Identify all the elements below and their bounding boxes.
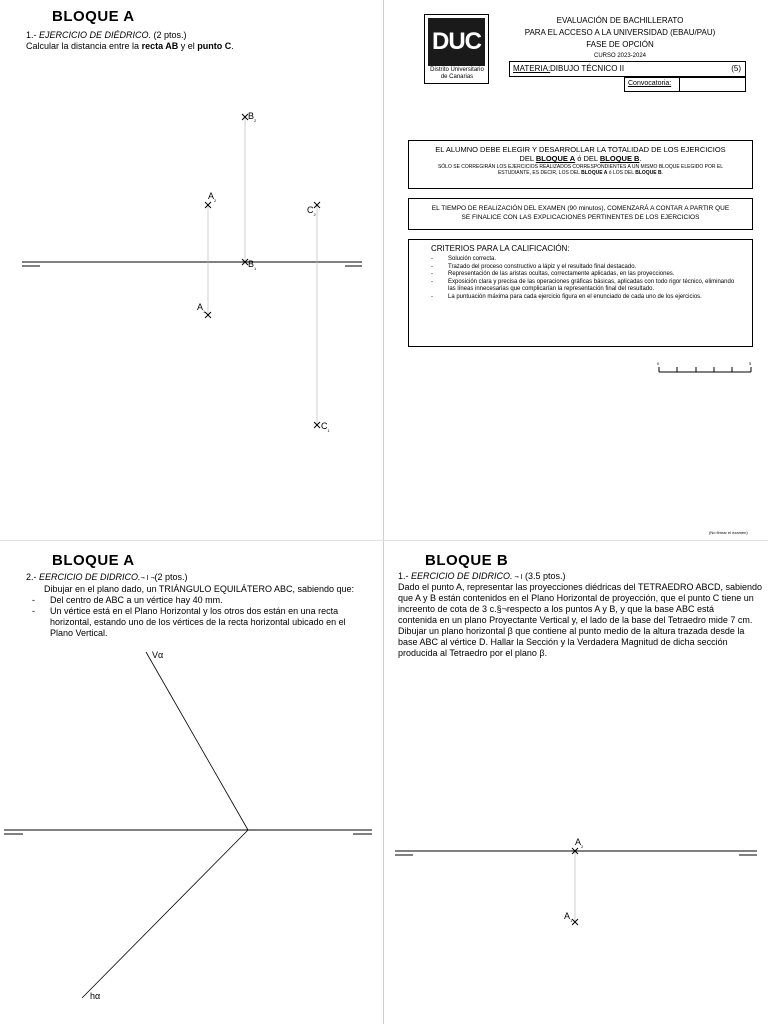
label-h-alpha: hα — [90, 991, 101, 1001]
header-line-1: EVALUACIÓN DE BACHILLERATO — [556, 16, 684, 25]
materia-field: MATERIA: DIBUJO TÉCNICO II (5) — [509, 61, 746, 77]
exercise-1-statement: Calcular la distancia entre la recta AB y el punto C. — [26, 41, 234, 51]
label-a1: $A_1$ — [197, 302, 206, 314]
header-line-3: FASE DE OPCIÓN — [586, 40, 654, 49]
bloque-a-heading: BLOQUE A — [52, 8, 135, 25]
label-c2: $C_2$ — [307, 205, 316, 217]
header-line-2: PARA EL ACCESO A LA UNIVERSIDAD (EBAU/PAU) — [524, 28, 716, 37]
exercise-b1-title: 1.- EERCICIO DE DIDRICO. ¬ I (3.5 ptos.) — [398, 571, 566, 581]
label-b2: $B_2$ — [248, 111, 257, 123]
criterio-item: - La puntuación máxima para cada ejercicio figura en el enunciado de cada uno de los ejercicios. — [431, 293, 702, 300]
duc-logo-mark: DUC — [428, 18, 485, 66]
exercise-2-bullet-2-cont2: Plano Vertical. — [50, 628, 108, 638]
label-a1-b: $A_1$ — [564, 911, 573, 923]
scale-label-0: 0 — [657, 361, 660, 366]
label-c1: $C_1$ — [321, 421, 330, 433]
exercise-b1-line-7: producida al Tetraedro por el plano β. — [398, 648, 548, 658]
label-b1: $B_1$ — [248, 259, 257, 271]
bloque-b-heading: BLOQUE B — [425, 552, 509, 569]
instructions-box: EL ALUMNO DEBE ELEGIR Y DESARROLLAR LA TOTALIDAD DE LOS EJERCICIOS DEL BLOQUE A ó DEL BLOQUE B. SÓLO SE CORREGIRÁN LOS EJERCICIOS REALIZADOS CORRESPONDIENTES A UN MISMO BLOQUE ELEGIDO POR EL ESTUDIANTE, ES DECIR, LOS DEL BLOQUE A ó LOS DEL BLOQUE B. — [408, 140, 753, 189]
header-line-4: CURSO 2023-2024 — [593, 53, 647, 59]
criterio-item: - Trazado del proceso constructivo a lápiz y el resultado final destacado. — [431, 263, 637, 270]
exercise-2-title: 2.- EERCICIO DE DIDRICO.¬ I ¬(2 ptos.) — [26, 572, 188, 582]
criterio-item: - Representación de las aristas ocultas, correctamente aplicadas, en las proyecciones. — [431, 271, 675, 277]
exercise-2-bullet-1: - Del centro de ABC a un vértice hay 40 mm. — [32, 595, 223, 605]
exercise-b1-line-2: que A y B están contenidos en el Plano Horizontal de proyección, que el punto C tiene un — [398, 593, 754, 603]
exercise-b1-line-4: contenida en un plano Proyectante Vertical y, el lado de la base del Tetraedro mide 7 cm. — [398, 615, 753, 625]
exercise-2-bullet-2-cont: horizontal, estando uno de los vértices de la recta horizontal ubicado en el — [50, 617, 346, 627]
label-a2-b: $A_2$ — [575, 837, 584, 849]
footer-note: (No firmar el examen) — [709, 530, 748, 535]
exercise-b1-line-6: base ABC al vértice D. Hallar la Sección y la Verdadera Magnitud de dicha sección — [398, 637, 728, 647]
criterio-item: - Exposición clara y precisa de las operaciones gráficas básicas, aplicadas con todo rigor técnico, eliminando las líneas innecesarias que complicarían la representación final del resultado. — [431, 278, 735, 292]
exercise-b1-line-3: increento de cota de 3 c.§¬respecto a los puntos A y B, y que la base ABC está — [398, 604, 714, 614]
exercise-b1-line-5: Dibujar un plano horizontal β que contiene al punto medio de la altura trazada desde la — [398, 626, 745, 636]
exercise-2-bullet-2: - Un vértice está en el Plano Horizontal y los otros dos están en una recta — [32, 606, 339, 616]
label-v-alpha: Vα — [152, 650, 164, 660]
criterios-title: CRITERIOS PARA LA CALIFICACIÓN: — [431, 244, 570, 253]
bloque-a-heading-2: BLOQUE A — [52, 552, 135, 569]
convocatoria-field[interactable]: Convocatoria: — [624, 77, 746, 92]
exercise-b1-line-1: Dado el punto A, representar las proyecciones diédricas del TETRAEDRO ABCD, sabiendo — [398, 582, 763, 592]
exercise-2-statement: Dibujar en el plano dado, un TRIÁNGULO EQUILÁTERO ABC, sabiendo que: — [44, 584, 354, 594]
label-a2: $A_2$ — [208, 191, 217, 203]
time-box: EL TIEMPO DE REALIZACIÓN DEL EXAMEN (90 minutos), COMENZARÁ A CONTAR A PARTIR QUE SE FINALICE CON LAS EXPLICACIONES PERTINENTES DE LOS EJERCICIOS — [408, 198, 753, 230]
exercise-1-title: 1.- EJERCICIO DE DIÉDRICO. (2 ptos.) — [26, 30, 187, 40]
duc-logo-text: Distrito Universitario de Canarias — [430, 67, 484, 80]
criterio-item: - Solución correcta. — [431, 256, 497, 262]
scale-label-5: 5 — [749, 361, 752, 366]
